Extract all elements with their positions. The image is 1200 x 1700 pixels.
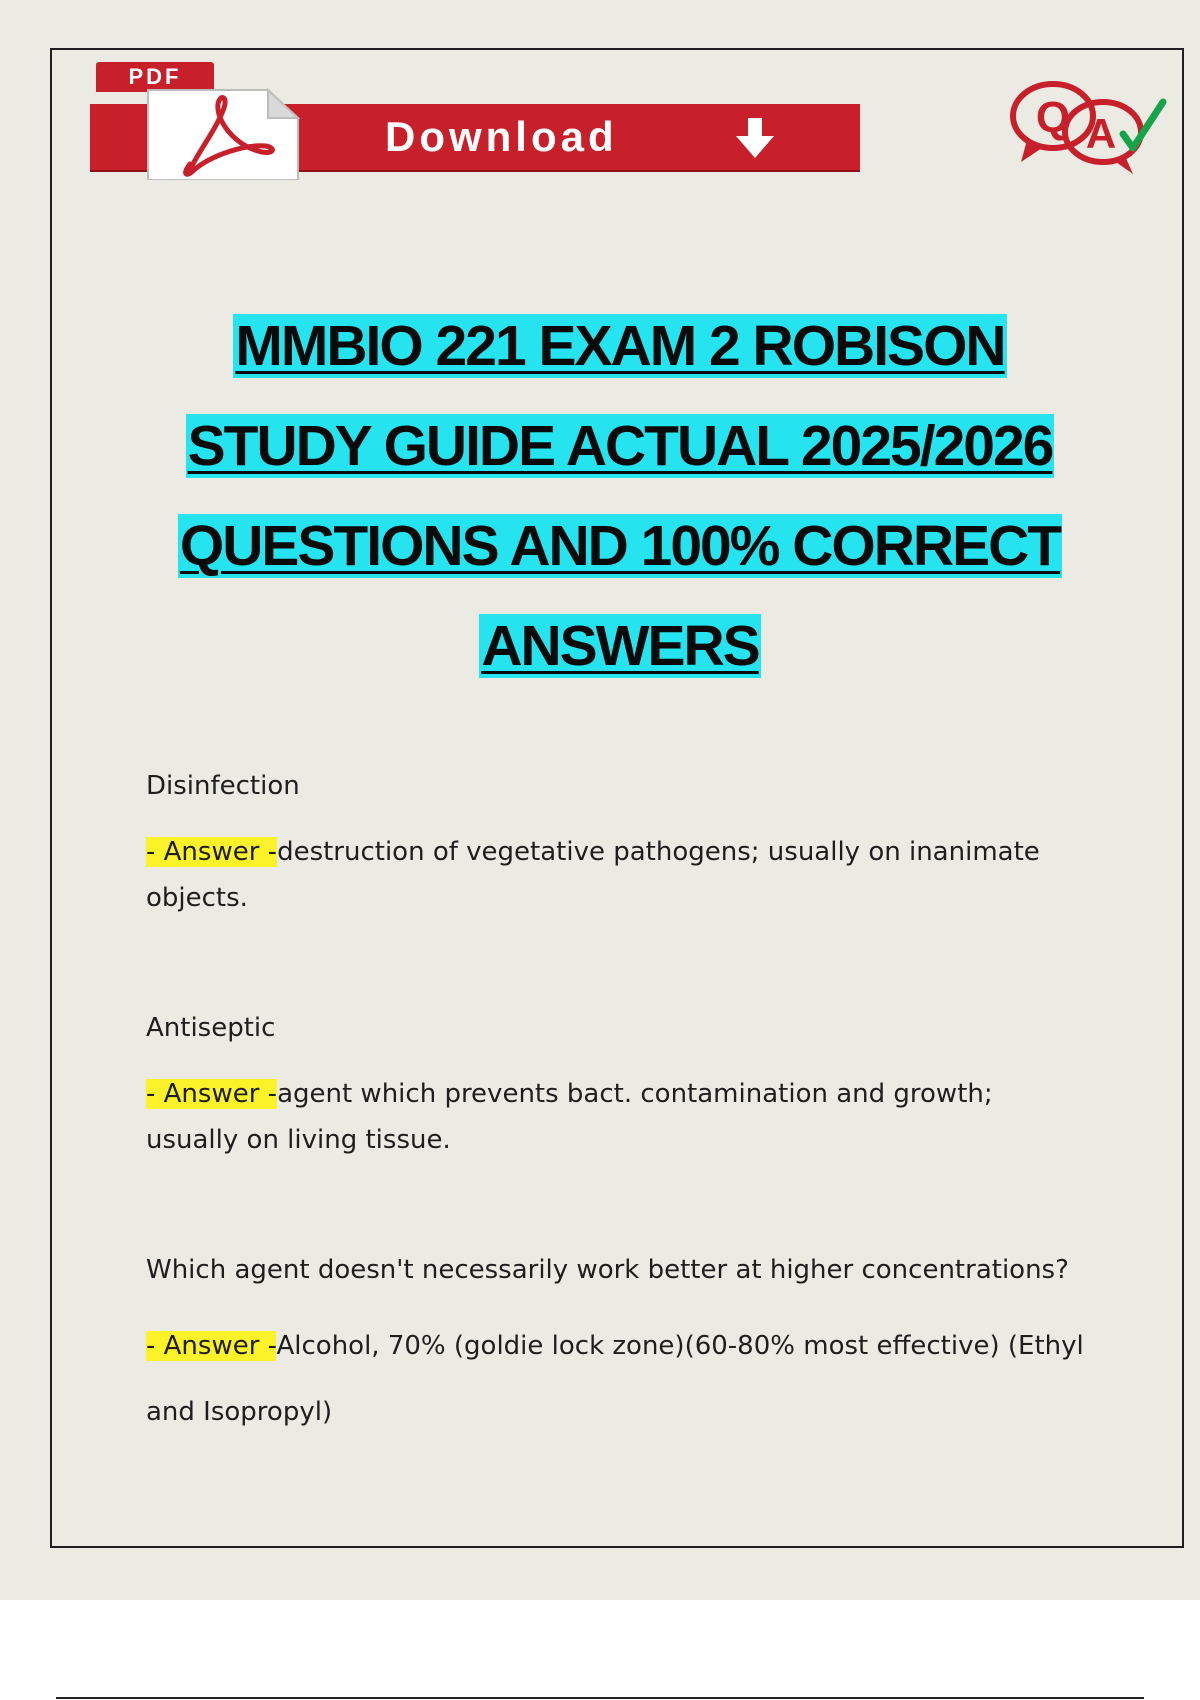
download-arrow-icon [730,116,780,160]
answer-prefix: - Answer - [146,1331,277,1361]
question-text: Antiseptic [146,1013,276,1043]
title-line: MMBIO 221 EXAM 2 ROBISON [235,314,1005,378]
pdf-tab-label: PDF [96,62,214,92]
title-line: ANSWERS [481,614,759,678]
title-line: STUDY GUIDE ACTUAL 2025/2026 [187,414,1053,478]
pdf-file-icon [138,60,300,180]
answer-text: - Answer -destruction of vegetative pathogens; usually on inanimate objects. [146,837,1040,913]
qa-item [146,1011,1086,1163]
qa-item [146,1253,1086,1445]
question-text: Which agent doesn't necessarily work better at higher concentrations? [146,1255,1069,1285]
answer-text: - Answer -agent which prevents bact. contamination and growth; usually on living tissue. [146,1079,993,1155]
footer-divider [56,1697,1144,1699]
answer-text: - Answer -Alcohol, 70% (goldie lock zone)(60-80% most effective) (Ethyl and Isopropyl) [146,1331,1084,1427]
download-label: Download [385,113,618,160]
qa-logo-icon [1005,76,1175,176]
qa-logo-q: Q [1035,93,1071,142]
title-line: QUESTIONS AND 100% CORRECT [179,514,1061,578]
document-title [60,296,1180,696]
qa-logo-a: A [1085,110,1117,157]
qa-item [146,769,1086,921]
answer-prefix: - Answer - [146,837,278,867]
pdf-download-banner[interactable] [90,60,860,180]
question-text: Disinfection [146,771,300,801]
answer-prefix: - Answer - [146,1079,278,1109]
